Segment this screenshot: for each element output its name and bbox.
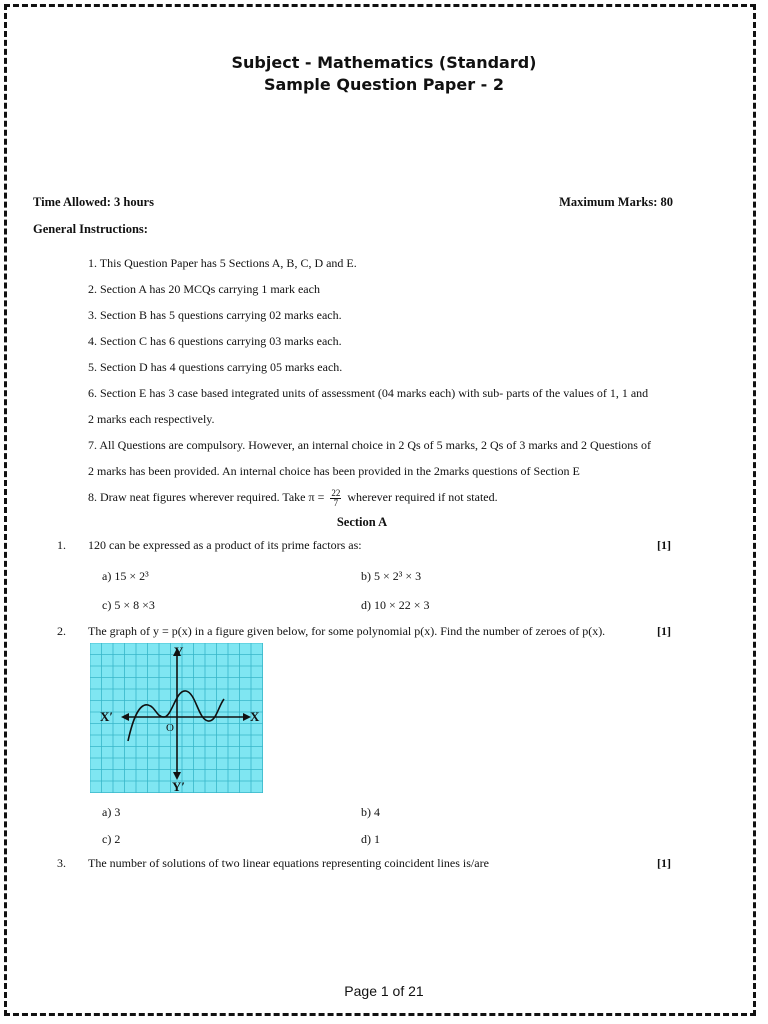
instruction-item-continued: 2 marks has been provided. An internal choice has been provided in the 2marks questions of Section E bbox=[88, 464, 580, 478]
pi-fraction bbox=[330, 489, 341, 508]
question-number: 1. bbox=[57, 538, 66, 552]
question-number: 3. bbox=[57, 856, 66, 870]
option-d: d) 10 × 22 × 3 bbox=[361, 598, 430, 612]
question-number: 2. bbox=[57, 624, 66, 638]
general-instructions-label: General Instructions: bbox=[33, 222, 148, 236]
question-marks: [1] bbox=[657, 538, 671, 552]
time-allowed: Time Allowed: 3 hours bbox=[33, 195, 154, 209]
polynomial-graph bbox=[90, 643, 263, 793]
question-text: The graph of y = p(x) in a figure given below, for some polynomial p(x). Find the number of zeroes of p(x). bbox=[88, 624, 606, 638]
option-b: b) 4 bbox=[361, 805, 380, 819]
meta-row bbox=[33, 195, 673, 210]
y-label: Y bbox=[174, 644, 184, 659]
subject-title: Subject - Mathematics (Standard) bbox=[231, 53, 537, 72]
question-marks: [1] bbox=[657, 856, 671, 870]
instruction-item: 3. Section B has 5 questions carrying 02 marks each. bbox=[88, 308, 342, 322]
pi-numerator: 22 bbox=[331, 487, 341, 498]
section-title: Section A bbox=[336, 515, 388, 529]
instruction-item: 2. Section A has 20 MCQs carrying 1 mark each bbox=[88, 282, 320, 296]
instruction-item-continued: 2 marks each respectively. bbox=[88, 412, 215, 426]
origin-label: O bbox=[166, 722, 174, 734]
instruction-item: 1. This Question Paper has 5 Sections A, B, C, D and E. bbox=[88, 256, 357, 270]
maximum-marks: Maximum Marks: 80 bbox=[559, 195, 673, 209]
instruction-item: 6. Section E has 3 case based integrated units of assessment (04 marks each) with sub- parts of the values of 1, 1 and bbox=[88, 386, 649, 400]
option-c: c) 2 bbox=[102, 832, 121, 846]
instructions-list bbox=[88, 250, 678, 510]
pi-denominator: 7 bbox=[333, 497, 339, 508]
page-footer: Page 1 of 21 bbox=[344, 983, 424, 999]
option-a: a) 15 × 2³ bbox=[102, 569, 149, 583]
option-c: c) 5 × 8 ×3 bbox=[102, 598, 155, 612]
question-text: 120 can be expressed as a product of its prime factors as: bbox=[88, 538, 362, 552]
paper-title: Sample Question Paper - 2 bbox=[263, 75, 504, 94]
polynomial-graph-figure bbox=[90, 643, 263, 793]
instruction-item: 4. Section C has 6 questions carrying 03 marks each. bbox=[88, 334, 342, 348]
instruction-item: 5. Section D has 4 questions carrying 05 marks each. bbox=[88, 360, 343, 374]
instruction-8-after: wherever required if not stated. bbox=[347, 490, 498, 504]
x-neg-label: X′ bbox=[100, 709, 114, 724]
y-neg-label: Y′ bbox=[172, 779, 186, 793]
x-label: X bbox=[250, 709, 260, 724]
option-a: a) 3 bbox=[102, 805, 121, 819]
option-b: b) 5 × 2³ × 3 bbox=[361, 569, 422, 583]
instruction-8-before: 8. Draw neat figures wherever required. Take π = bbox=[88, 490, 325, 504]
instruction-item: 7. All Questions are compulsory. However, an internal choice in 2 Qs of 5 marks, 2 Qs of 3 marks and 2 Questions of bbox=[88, 438, 651, 452]
question-marks: [1] bbox=[657, 624, 671, 638]
option-d: d) 1 bbox=[361, 832, 380, 846]
title-block bbox=[0, 52, 768, 96]
question-text: The number of solutions of two linear equations representing coincident lines is/are bbox=[88, 856, 489, 870]
instruction-item-8 bbox=[88, 484, 678, 510]
